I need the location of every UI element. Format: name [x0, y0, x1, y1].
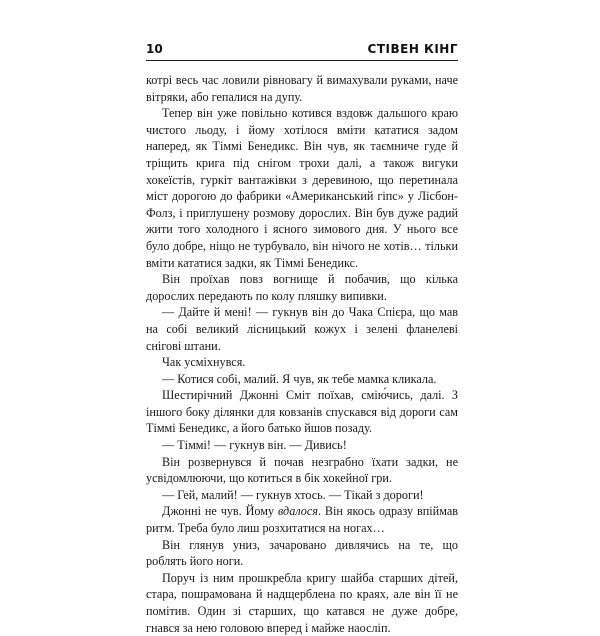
- paragraph: — Тіммі! — гукнув він. — Дивись!: [162, 438, 347, 453]
- paragraph: Шестирічний Джонні Сміт поїхав, смію́чись, далі. З іншого боку ділянки для ковзанів спускався від дороги сам Тіммі Бенедикс, а його батько йшов позаду.: [146, 388, 458, 436]
- paragraph: — Гей, малий! — гукнув хтось. — Тікай з дороги!: [162, 487, 424, 502]
- paragraph: Тепер він уже повільно котився вздовж дальшого краю чистого льоду, і йому хотілося вміти кататися задом наперед, як Тіммі Бенедикс. Він чув, як таємниче гуде й тріщить крига під снігом трохи далі, а також вигуки хокеїстів, гуркіт вантажівки з деревиною, що перетинала міст дорогою до фабрики «Американський гіпс» у Лісбон-Фолз, і приглушену розмову дорослих. Він був дуже радий жити того холодного і ясного зимового дня. У нього все було добре, ніщо не турбувало, він нічого не хотів… тільки вміти кататися задки, як Тіммі Бенедикс.: [146, 106, 458, 270]
- paragraph: Він проїхав повз вогнище й побачив, що кілька дорослих передають по колу пляшку випивки.: [146, 272, 458, 303]
- paragraph: Поруч із ним прошкребла кригу шайба старших дітей, стара, пошрамована й надщерблена по краях, але він її не помітив. Один зі старших, що катався не дуже добре, гнався за нею головою вперед і майже наосліп.: [146, 570, 458, 635]
- paragraph-text: Джонні не чув. Йому: [162, 504, 278, 519]
- paragraph: [146, 503, 458, 536]
- paragraph: — Котися собі, малий. Я чув, як тебе мамка кликала.: [162, 371, 437, 386]
- paragraph: — Дайте й мені! — гукнув він до Чака Спієра, що мав на собі великий лісницький кожух і зелені фланелеві снігові штани.: [146, 305, 458, 353]
- paragraph: Він глянув униз, зачаровано дивлячись на те, що роблять його ноги.: [146, 537, 458, 569]
- header-rule: [146, 60, 458, 61]
- page-number: 10: [146, 42, 163, 56]
- emphasis-text: вдалося: [278, 504, 318, 519]
- body-text: [146, 72, 458, 636]
- paragraph: Чак усміхнувся.: [162, 355, 246, 370]
- running-title: СТІВЕН КІНГ: [367, 42, 458, 56]
- paragraph: котрі весь час ловили рівновагу й вимахували руками, наче вітряки, або гепалися на дупу.: [146, 73, 458, 104]
- running-head: [146, 40, 458, 62]
- paragraph: Він розвернувся й почав незграбно їхати задки, не усвідомлюючи, що котиться в бік хокейної гри.: [146, 454, 458, 486]
- paragraph-text: . Він якось одразу впіймав ритм. Треба було лиш розхитатися на ногах…: [146, 504, 458, 536]
